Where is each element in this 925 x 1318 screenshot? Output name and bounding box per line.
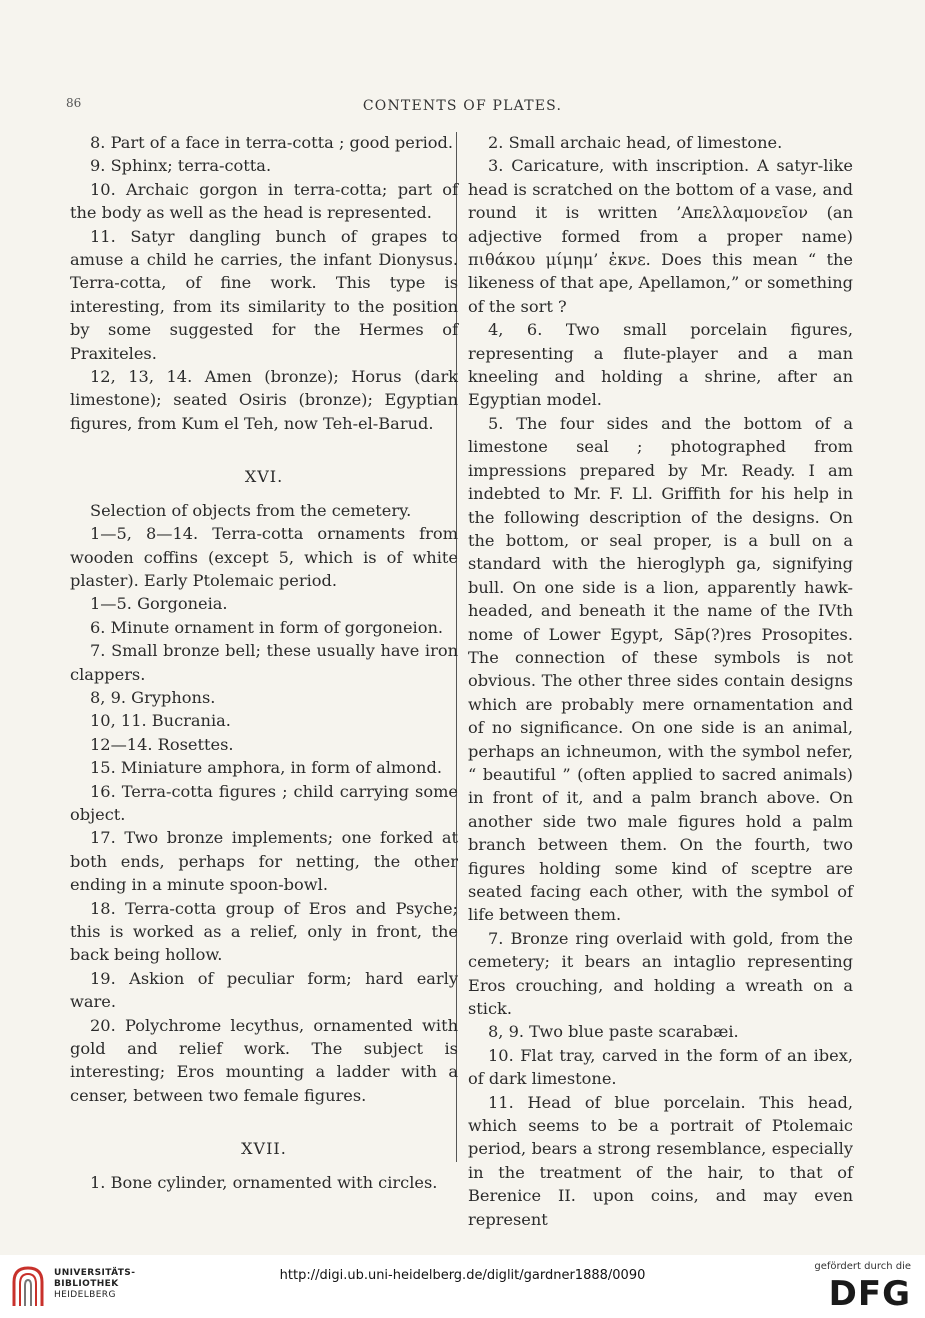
entry: 20. Polychrome lecythus, ornamented with gold and relief work. The subject is interesting; Eros mounting a ladder with a censer, between two female figures. xyxy=(70,1015,458,1105)
entry: 19. Askion of peculiar form; hard early ware. xyxy=(70,968,458,1012)
entry: 17. Two bronze implements; one forked at both ends, perhaps for netting, the other ending in a minute spoon-bowl. xyxy=(70,828,458,895)
entry: 8, 9. Two blue paste scarabæi. xyxy=(488,1022,739,1042)
entry: 11. Satyr dangling bunch of grapes to amuse a child he carries, the infant Dionysus. Terra-cotta, of fine work. This type is interesting, from its similarity to the position by some suggested for the Hermes of Praxiteles. xyxy=(70,226,458,363)
library-name-line1: UNIVERSITÄTS- xyxy=(54,1268,136,1278)
right-column xyxy=(468,131,853,1231)
entry: 6. Minute ornament in form of gorgoneion. xyxy=(90,617,444,637)
footer-bar xyxy=(0,1255,925,1318)
source-url-link[interactable]: http://digi.ub.uni-heidelberg.de/diglit/gardner1888/0090 xyxy=(279,1268,646,1283)
entry: Selection of objects from the cemetery. xyxy=(90,500,412,520)
entry: 2. Small archaic head, of limestone. xyxy=(488,133,783,152)
entry: 3. Caricature, with inscription. A satyr-like head is scratched on the bottom of a vase, and round it is written ’Απελλαμονεῖον (an adjective formed from a proper name) πιθάκου μίμημ’ ἐκνε. Does this mean “ the likeness of that ape, Apellamon,” or something of the sort ? xyxy=(468,156,853,316)
entry: 7. Bronze ring overlaid with gold, from the cemetery; it bears an intaglio representing Eros crouching, and holding a wreath on a stick. xyxy=(468,928,853,1019)
entry: 10, 11. Bucrania. xyxy=(90,711,231,731)
entry: 1—5. Gorgoneia. xyxy=(90,594,228,614)
entry: 12, 13, 14. Amen (bronze); Horus (dark limestone); seated Osiris (bronze); Egyptian figures, from Kum el Teh, now Teh-el-Barud. xyxy=(70,367,458,433)
entry: 1. Bone cylinder, ornamented with circles. xyxy=(90,1172,438,1192)
entry: 9. Sphinx; terra-cotta. xyxy=(90,156,272,176)
left-column xyxy=(70,131,458,1194)
entry: 8. Part of a face in terra-cotta ; good period. xyxy=(90,133,454,152)
entry: 10. Flat tray, carved in the form of an ibex, of dark limestone. xyxy=(468,1045,853,1089)
running-head: CONTENTS OF PLATES. xyxy=(362,98,563,114)
section-heading-xvi: XVI. xyxy=(244,467,284,487)
library-name-line2: BIBLIOTHEK xyxy=(54,1279,119,1289)
entry: 4, 6. Two small porcelain figures, representing a flute-player and a man kneeling and holding a shrine, after an Egyptian model. xyxy=(468,320,853,410)
entry: 7. Small bronze bell; these usually have iron clappers. xyxy=(70,641,458,684)
section-heading-xvii: XVII. xyxy=(241,1139,287,1159)
entry: 10. Archaic gorgon in terra-cotta; part of the body as well as the head is represented. xyxy=(70,179,458,223)
page-number: 86 xyxy=(66,96,82,110)
entry: 18. Terra-cotta group of Eros and Psyche; this is worked as a relief, only in front, the back being hollow. xyxy=(70,898,458,965)
entry: 11. Head of blue porcelain. This head, which seems to be a portrait of Ptolemaic period, bears a strong resemblance, especially in the treatment of the hair, to that of Berenice II. upon coins, and may even represent xyxy=(468,1092,853,1229)
entry: 1—5, 8—14. Terra-cotta ornaments from wooden coffins (except 5, which is of white plaster). Early Ptolemaic period. xyxy=(70,524,458,590)
entry: 16. Terra-cotta figures ; child carrying some object. xyxy=(70,781,458,824)
entry: 12—14. Rosettes. xyxy=(90,734,234,754)
dfg-logo: DFG xyxy=(828,1274,911,1314)
library-name-line3: HEIDELBERG xyxy=(54,1290,116,1300)
entry: 15. Miniature amphora, in form of almond. xyxy=(90,758,442,778)
entry: 8, 9. Gryphons. xyxy=(90,687,216,707)
sponsor-text: gefördert durch die xyxy=(814,1261,911,1272)
entry: 5. The four sides and the bottom of a limestone seal ; photographed from impressions prepared by Mr. Ready. I am indebted to Mr. F. Ll. Griffith for his help in the following description of the designs. On the bottom, or seal proper, is a bull on a standard with the hieroglyph ga, signifying bull. On one side is a lion, apparently hawk-headed, and beneath it the name of the IVth nome of Lower Egypt, Sāp(?)res Prosopites. The connection of these symbols is not obvious. The other three sides contain designs which are probably mere ornamentation and of no significance. On one side is an animal, perhaps an ichneumon, with the symbol nefer, “ beautiful ” (often applied to sacred animals) in front of it, and a palm branch above. On another side two male figures hold a palm branch between them. On the fourth, two figures holding some kind of sceptre are seated facing each other, with the symbol of life between them. xyxy=(468,413,853,925)
